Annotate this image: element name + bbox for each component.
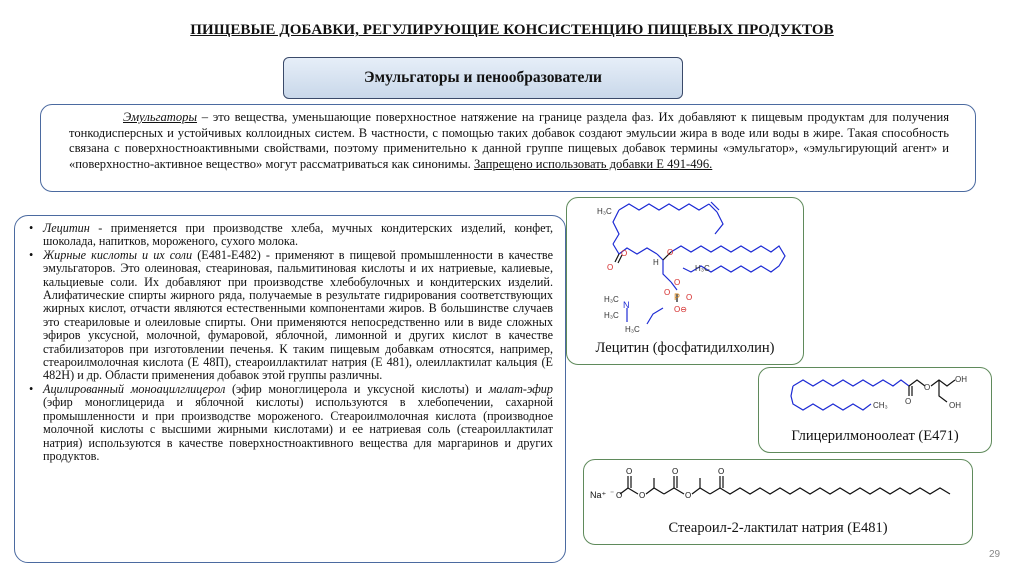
bullet-icon: • — [29, 247, 34, 262]
definition-text: – это вещества, уменьшающие поверхностное натяжение на границе раздела фаз. Их добавляют к пищевым продуктам для получения тонкодисперсных и устойчивых коллоидных систем. В частности, с помощью таких добавок создают эмульсии жира в воде или воды в жире. Такая способность связана с поверхностноактивными свойствами, поэтому применительно к данной группе пищевых добавок термины «эмульгатор», «эмульгирующий агент» и «поверхностно-активное вещество» могут рассматриваться как синонимы. — [69, 110, 949, 171]
atom-label: P — [674, 292, 681, 302]
list-item-text: - применяется при производстве хлеба, мучных кондитерских изделий, конфет, шоколада, напитков, мороженого, сухого молока. — [43, 221, 553, 249]
definition-box — [40, 104, 976, 192]
atom-label: O — [672, 467, 679, 476]
atom-label: H₃C — [625, 325, 640, 334]
additives-list-box — [14, 215, 566, 563]
atom-label: O — [607, 263, 614, 272]
atom-label: O — [905, 397, 912, 406]
atom-label: ⁻ — [610, 489, 615, 498]
atom-label: H₃C — [695, 264, 710, 273]
atom-label: O — [626, 467, 633, 476]
list-item-term: Лецитин — [43, 221, 90, 235]
atom-label: H₃C — [597, 207, 612, 216]
atom-label: O — [639, 491, 646, 500]
definition-term: Эмульгаторы — [123, 110, 198, 124]
section-header — [283, 57, 683, 99]
list-item-term-2: малат-эфир — [488, 381, 553, 396]
list-item-text: (Е481-Е482) - применяют в пищевой промышленности в качестве эмульгаторов. Это олеиновая, стеариновая, пальмитиновая кислоты и их натриевые, калиевые, кальциевые соли. Их добавляют при производстве хлебобулочных и кондитерских изделий. Алифатические спирты жирного ряда, получаемые в результате гидрирования соответствующих жирных кислот, отчасти являются естественными компонентами жиров. В большинстве случаев это стеариловые и олеиловые спирты. Они применяются непосредственно или в виде сложных эфиров уксусной, молочной, фумаровой, яблочной, лимонной и других кислот в качестве стабилизаторов при изготовлении печенья. К таким пищевым добавкам относятся, например, стеароилмолочная кислота (Е 48П), стеароиллактилат натрия (Е 481), олеиллактилат кальция (Е 482Н) и др. Области применения добавок этой группы различны. — [43, 247, 554, 383]
atom-label: O — [616, 491, 623, 500]
stearoyl-structure-box — [583, 459, 973, 545]
bullet-icon: • — [29, 221, 34, 235]
lecithin-structure-diagram — [567, 198, 803, 338]
additives-list — [29, 221, 554, 463]
atom-label: O — [664, 288, 671, 297]
atom-label: O — [621, 249, 628, 258]
atom-label: O — [685, 491, 692, 500]
stearoyl-structure-diagram — [584, 460, 972, 518]
list-item-term: Жирные кислоты и их соли — [43, 247, 193, 262]
atom-label: O — [667, 248, 674, 257]
definition-warning: Запрещено использовать добавки Е 491-496. — [473, 156, 713, 171]
stearoyl-caption: Стеароил-2-лактилат натрия (Е481) — [668, 520, 888, 536]
atom-label: H₃C — [604, 311, 619, 320]
atom-label: O — [674, 278, 681, 287]
section-header-label: Эмульгаторы и пенообразователи — [364, 69, 602, 86]
list-item — [29, 247, 554, 383]
atom-label: O — [686, 293, 693, 302]
glycerol-structure-diagram — [759, 368, 991, 428]
glycerol-caption: Глицерилмоноолеат (Е471) — [791, 428, 959, 444]
atom-label: Na⁺ — [590, 490, 607, 500]
atom-label: H — [653, 258, 659, 267]
atom-label: O — [924, 383, 931, 392]
list-item — [29, 221, 553, 249]
list-item-text-2: (эфир моноглицерида и яблочной кислоты) используются в хлебопечении, сахарной промышленности и при производстве мороженого. Стеароилмолочная кислота (производное молочной кислоты с высшими жирными кислотами) и ее натриевая соль (стеароиллактилат натрия) используются в качестве поверхностноактивного вещества для маргаринов и других продуктов. — [43, 395, 553, 463]
atom-label: N — [623, 300, 630, 310]
glycerol-structure-box — [758, 367, 992, 453]
bullet-icon: • — [29, 381, 34, 396]
page-number: 29 — [989, 549, 1001, 560]
atom-label: OH — [955, 375, 967, 384]
atom-label: H₃C — [604, 295, 619, 304]
atom-label: O — [718, 467, 725, 476]
list-item-text: (эфир моноглицерола и уксусной кислоты) и — [225, 381, 489, 396]
atom-label: CH₃ — [873, 401, 888, 410]
lecithin-caption: Лецитин (фосфатидилхолин) — [595, 340, 775, 356]
lecithin-structure-box — [566, 197, 804, 365]
page-title: ПИЩЕВЫЕ ДОБАВКИ, РЕГУЛИРУЮЩИЕ КОНСИСТЕНЦИЮ ПИЩЕВЫХ ПРОДУКТОВ — [190, 22, 834, 38]
list-item-term: Ацилированный моноацилглицерол — [43, 381, 226, 396]
list-item — [29, 381, 553, 463]
atom-label: OH — [949, 401, 961, 410]
atom-label: O⊖ — [674, 305, 687, 314]
